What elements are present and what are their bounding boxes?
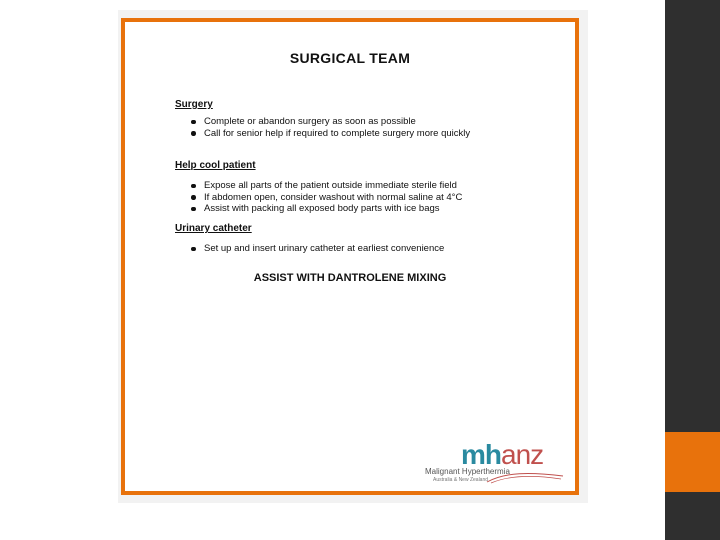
logo-tagline: Malignant Hyperthermia	[425, 467, 510, 476]
logo-mark-mh: mh	[461, 439, 501, 470]
list-item: Expose all parts of the patient outside immediate sterile field	[175, 180, 462, 192]
logo-subtagline: Australia & New Zealand	[433, 477, 489, 483]
section-heading-cooling: Help cool patient	[175, 160, 256, 171]
list-item: Assist with packing all exposed body parts with ice bags	[175, 203, 462, 215]
bullet-list-catheter	[175, 243, 444, 255]
bullet-list-surgery	[175, 116, 470, 139]
logo-mark	[461, 440, 543, 470]
dantrolene-instruction: ASSIST WITH DANTROLENE MIXING	[253, 272, 447, 284]
slide-sidebar-accent	[665, 432, 720, 492]
logo-mark-anz: anz	[501, 439, 544, 470]
list-item: Call for senior help if required to complete surgery more quickly	[175, 128, 470, 140]
document-title: SURGICAL TEAM	[289, 50, 411, 66]
document-frame	[121, 18, 579, 495]
bullet-list-cooling	[175, 180, 462, 215]
section-heading-surgery: Surgery	[175, 99, 213, 110]
list-item: Set up and insert urinary catheter at earliest convenience	[175, 243, 444, 255]
list-item: If abdomen open, consider washout with normal saline at 4°C	[175, 192, 462, 204]
list-item: Complete or abandon surgery as soon as possible	[175, 116, 470, 128]
section-heading-catheter: Urinary catheter	[175, 223, 252, 234]
mhanz-logo	[425, 440, 575, 488]
